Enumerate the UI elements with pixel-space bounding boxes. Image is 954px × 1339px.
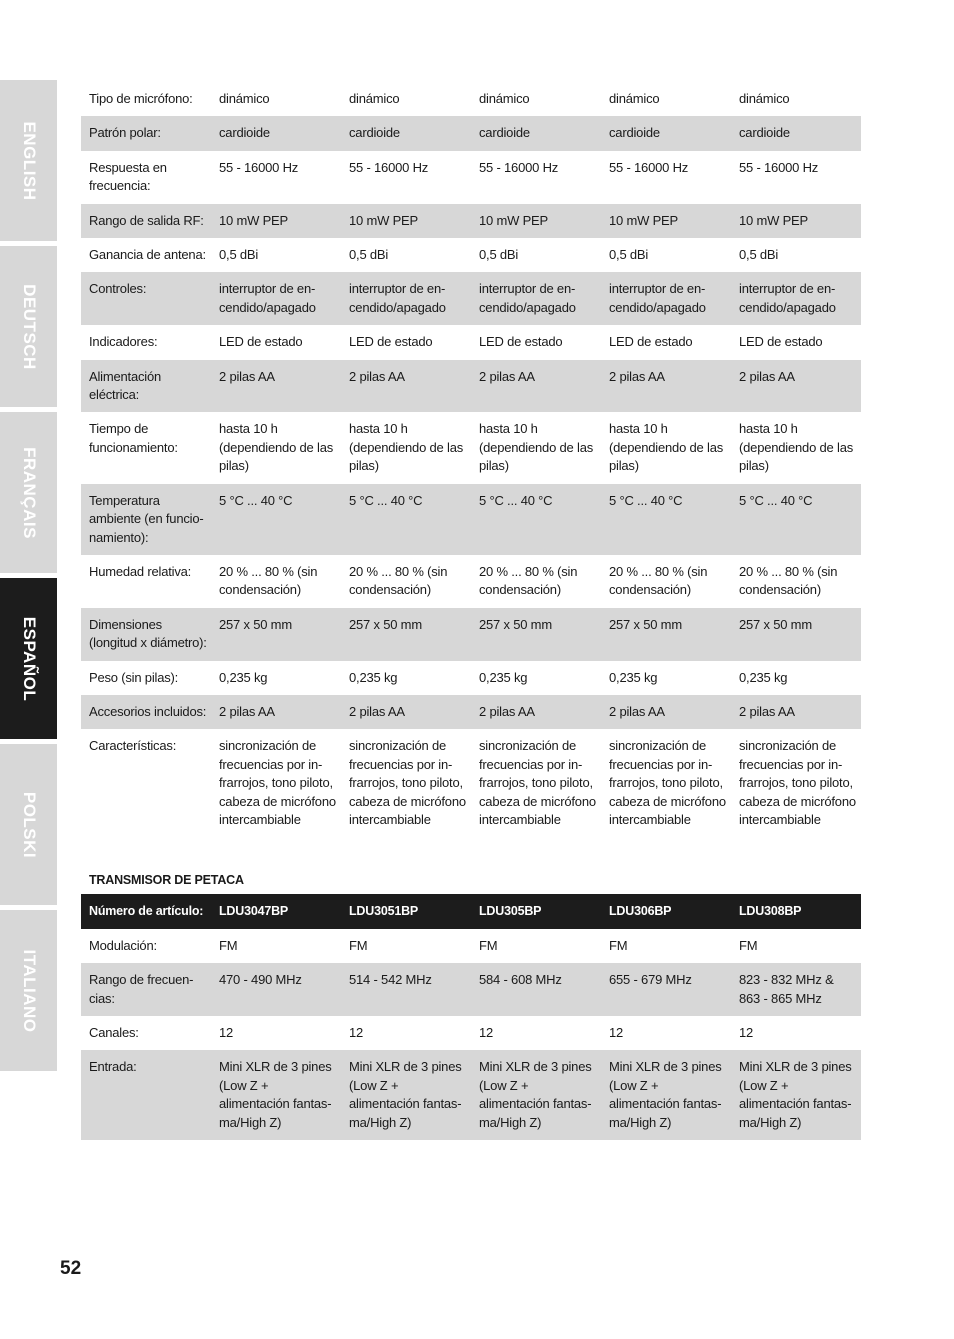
table-row [81, 1016, 861, 1050]
table-cell: 5 °C ... 40 °C [471, 484, 601, 555]
table-cell: Mini XLR de 3 pines (Low Z + alimentación fantas-ma/High Z) [211, 1050, 341, 1140]
table-cell: 10 mW PEP [601, 204, 731, 238]
table-cell: 2 pilas AA [601, 695, 731, 729]
language-tab-polski[interactable] [0, 744, 57, 905]
table-cell: interruptor de en-cendido/apagado [471, 272, 601, 325]
table-cell: 823 - 832 MHz & 863 - 865 MHz [731, 963, 861, 1016]
table-row [81, 204, 861, 238]
table-cell: sincronización de frecuencias por in-frarrojos, tono piloto, cabeza de micrófono intercambiable [211, 729, 341, 837]
table-cell: dinámico [341, 82, 471, 116]
table-cell: 0,5 dBi [211, 238, 341, 272]
table-cell: LED de estado [211, 325, 341, 359]
row-label: Respuesta en frecuencia: [81, 151, 211, 204]
table-cell: 12 [341, 1016, 471, 1050]
table-cell: FM [731, 929, 861, 963]
table-cell: sincronización de frecuencias por in-frarrojos, tono piloto, cabeza de micrófono intercambiable [471, 729, 601, 837]
language-tab-label: FRANÇAIS [19, 446, 39, 539]
language-tab-italiano[interactable] [0, 910, 57, 1071]
table-row [81, 555, 861, 608]
table-cell: hasta 10 h (dependiendo de las pilas) [731, 412, 861, 483]
row-label: Ganancia de antena: [81, 238, 211, 272]
table-cell: LDU308BP [731, 894, 861, 928]
row-label: Número de artículo: [81, 894, 211, 928]
table-cell: hasta 10 h (dependiendo de las pilas) [211, 412, 341, 483]
table-cell: dinámico [471, 82, 601, 116]
table-cell: 5 °C ... 40 °C [211, 484, 341, 555]
language-tab-label: ESPAÑOL [19, 616, 39, 701]
language-tab-english[interactable] [0, 80, 57, 241]
table-cell: 2 pilas AA [211, 360, 341, 413]
table-row [81, 1050, 861, 1140]
table-cell: 0,235 kg [731, 661, 861, 695]
table-cell: FM [471, 929, 601, 963]
table-cell: 10 mW PEP [471, 204, 601, 238]
table-row [81, 929, 861, 963]
table-cell: 2 pilas AA [211, 695, 341, 729]
table-cell: cardioide [731, 116, 861, 150]
table-cell: 20 % ... 80 % (sin condensación) [731, 555, 861, 608]
table-cell: 12 [471, 1016, 601, 1050]
table-cell: 584 - 608 MHz [471, 963, 601, 1016]
table-cell: 0,235 kg [471, 661, 601, 695]
table-cell: 10 mW PEP [341, 204, 471, 238]
table-cell: 0,235 kg [601, 661, 731, 695]
table-cell: 20 % ... 80 % (sin condensación) [601, 555, 731, 608]
table-cell: 5 °C ... 40 °C [731, 484, 861, 555]
table-cell: cardioide [601, 116, 731, 150]
table-cell: 257 x 50 mm [731, 608, 861, 661]
table-cell: LDU3047BP [211, 894, 341, 928]
language-tab-label: DEUTSCH [19, 283, 39, 370]
table-cell: 20 % ... 80 % (sin condensación) [471, 555, 601, 608]
row-label: Tiempo de funcionamiento: [81, 412, 211, 483]
table-cell: LED de estado [471, 325, 601, 359]
table-cell: 55 - 16000 Hz [341, 151, 471, 204]
table-cell: 0,5 dBi [341, 238, 471, 272]
table-cell: 20 % ... 80 % (sin condensación) [341, 555, 471, 608]
table-cell: 55 - 16000 Hz [731, 151, 861, 204]
table-cell: 5 °C ... 40 °C [601, 484, 731, 555]
table-cell: Mini XLR de 3 pines (Low Z + alimentación fantas-ma/High Z) [601, 1050, 731, 1140]
table-row [81, 116, 861, 150]
row-label: Humedad relativa: [81, 555, 211, 608]
table-cell: dinámico [211, 82, 341, 116]
table-cell: 514 - 542 MHz [341, 963, 471, 1016]
table-row [81, 272, 861, 325]
table-cell: sincronización de frecuencias por in-frarrojos, tono piloto, cabeza de micrófono intercambiable [731, 729, 861, 837]
table-row [81, 963, 861, 1016]
spec-table-body [81, 894, 861, 1140]
table-cell: 257 x 50 mm [341, 608, 471, 661]
language-tab-espanol[interactable] [0, 578, 57, 739]
spec-table-body [81, 82, 861, 837]
row-label: Dimensiones (longitud x diámetro): [81, 608, 211, 661]
table-row [81, 661, 861, 695]
table-cell: interruptor de en-cendido/apagado [731, 272, 861, 325]
row-label: Peso (sin pilas): [81, 661, 211, 695]
table-cell: LDU3051BP [341, 894, 471, 928]
table-row [81, 360, 861, 413]
table-cell: 12 [601, 1016, 731, 1050]
page-number: 52 [60, 1258, 82, 1279]
table-cell: Mini XLR de 3 pines (Low Z + alimentación fantas-ma/High Z) [731, 1050, 861, 1140]
table-row [81, 608, 861, 661]
table-cell: sincronización de frecuencias por in-frarrojos, tono piloto, cabeza de micrófono intercambiable [601, 729, 731, 837]
language-tabs [0, 80, 57, 1076]
table-row [81, 412, 861, 483]
table-cell: 2 pilas AA [341, 695, 471, 729]
table-cell: interruptor de en-cendido/apagado [341, 272, 471, 325]
table-cell: LDU306BP [601, 894, 731, 928]
table-cell: 2 pilas AA [471, 360, 601, 413]
table-cell: hasta 10 h (dependiendo de las pilas) [341, 412, 471, 483]
table-cell: FM [211, 929, 341, 963]
table-cell: 655 - 679 MHz [601, 963, 731, 1016]
table-row [81, 729, 861, 837]
row-label: Indicadores: [81, 325, 211, 359]
table-cell: 470 - 490 MHz [211, 963, 341, 1016]
table-cell: Mini XLR de 3 pines (Low Z + alimentación fantas-ma/High Z) [341, 1050, 471, 1140]
table-cell: Mini XLR de 3 pines (Low Z + alimentación fantas-ma/High Z) [471, 1050, 601, 1140]
table-cell: 12 [731, 1016, 861, 1050]
table-cell: 2 pilas AA [601, 360, 731, 413]
row-label: Canales: [81, 1016, 211, 1050]
table-cell: 55 - 16000 Hz [601, 151, 731, 204]
table-cell: 2 pilas AA [471, 695, 601, 729]
table-header-row [81, 894, 861, 928]
table-cell: FM [341, 929, 471, 963]
table-cell: 5 °C ... 40 °C [341, 484, 471, 555]
table-cell: 55 - 16000 Hz [211, 151, 341, 204]
table-cell: cardioide [211, 116, 341, 150]
row-label: Características: [81, 729, 211, 837]
row-label: Entrada: [81, 1050, 211, 1140]
table-cell: LED de estado [341, 325, 471, 359]
table-cell: dinámico [601, 82, 731, 116]
table-cell: hasta 10 h (dependiendo de las pilas) [471, 412, 601, 483]
table-cell: 257 x 50 mm [211, 608, 341, 661]
row-label: Patrón polar: [81, 116, 211, 150]
language-tab-label: ENGLISH [19, 120, 39, 201]
table-cell: 2 pilas AA [731, 360, 861, 413]
table-cell: 12 [211, 1016, 341, 1050]
table-row [81, 695, 861, 729]
section-title: TRANSMISOR DE PETACA [89, 873, 244, 888]
table-cell: 0,5 dBi [471, 238, 601, 272]
language-tab-label: ITALIANO [19, 948, 39, 1033]
spec-table-transmitter [81, 894, 861, 1140]
language-tab-label: POLSKI [19, 791, 39, 858]
table-cell: interruptor de en-cendido/apagado [211, 272, 341, 325]
spec-content [81, 82, 861, 1140]
table-cell: 257 x 50 mm [471, 608, 601, 661]
table-cell: 0,5 dBi [731, 238, 861, 272]
table-cell: LED de estado [731, 325, 861, 359]
table-row [81, 151, 861, 204]
table-row [81, 238, 861, 272]
table-cell: 2 pilas AA [341, 360, 471, 413]
table-cell: dinámico [731, 82, 861, 116]
table-cell: interruptor de en-cendido/apagado [601, 272, 731, 325]
table-cell: 0,5 dBi [601, 238, 731, 272]
row-label: Rango de frecuen-cias: [81, 963, 211, 1016]
table-cell: 257 x 50 mm [601, 608, 731, 661]
row-label: Modulación: [81, 929, 211, 963]
table-cell: 10 mW PEP [211, 204, 341, 238]
table-cell: LED de estado [601, 325, 731, 359]
table-cell: 0,235 kg [211, 661, 341, 695]
row-label: Accesorios incluidos: [81, 695, 211, 729]
table-cell: sincronización de frecuencias por in-frarrojos, tono piloto, cabeza de micrófono intercambiable [341, 729, 471, 837]
row-label: Tipo de micrófono: [81, 82, 211, 116]
table-cell: 55 - 16000 Hz [471, 151, 601, 204]
row-label: Alimentación eléctrica: [81, 360, 211, 413]
table-cell: 20 % ... 80 % (sin condensación) [211, 555, 341, 608]
table-cell: cardioide [471, 116, 601, 150]
spec-table-microphone [81, 82, 861, 837]
table-cell: cardioide [341, 116, 471, 150]
table-cell: 0,235 kg [341, 661, 471, 695]
row-label: Temperatura ambiente (en funcio-namiento): [81, 484, 211, 555]
table-cell: 10 mW PEP [731, 204, 861, 238]
language-tab-francais[interactable] [0, 412, 57, 573]
row-label: Rango de salida RF: [81, 204, 211, 238]
table-cell: LDU305BP [471, 894, 601, 928]
table-cell: FM [601, 929, 731, 963]
row-label: Controles: [81, 272, 211, 325]
language-tab-deutsch[interactable] [0, 246, 57, 407]
table-row [81, 325, 861, 359]
table-cell: 2 pilas AA [731, 695, 861, 729]
table-row [81, 82, 861, 116]
table-cell: hasta 10 h (dependiendo de las pilas) [601, 412, 731, 483]
table-row [81, 484, 861, 555]
